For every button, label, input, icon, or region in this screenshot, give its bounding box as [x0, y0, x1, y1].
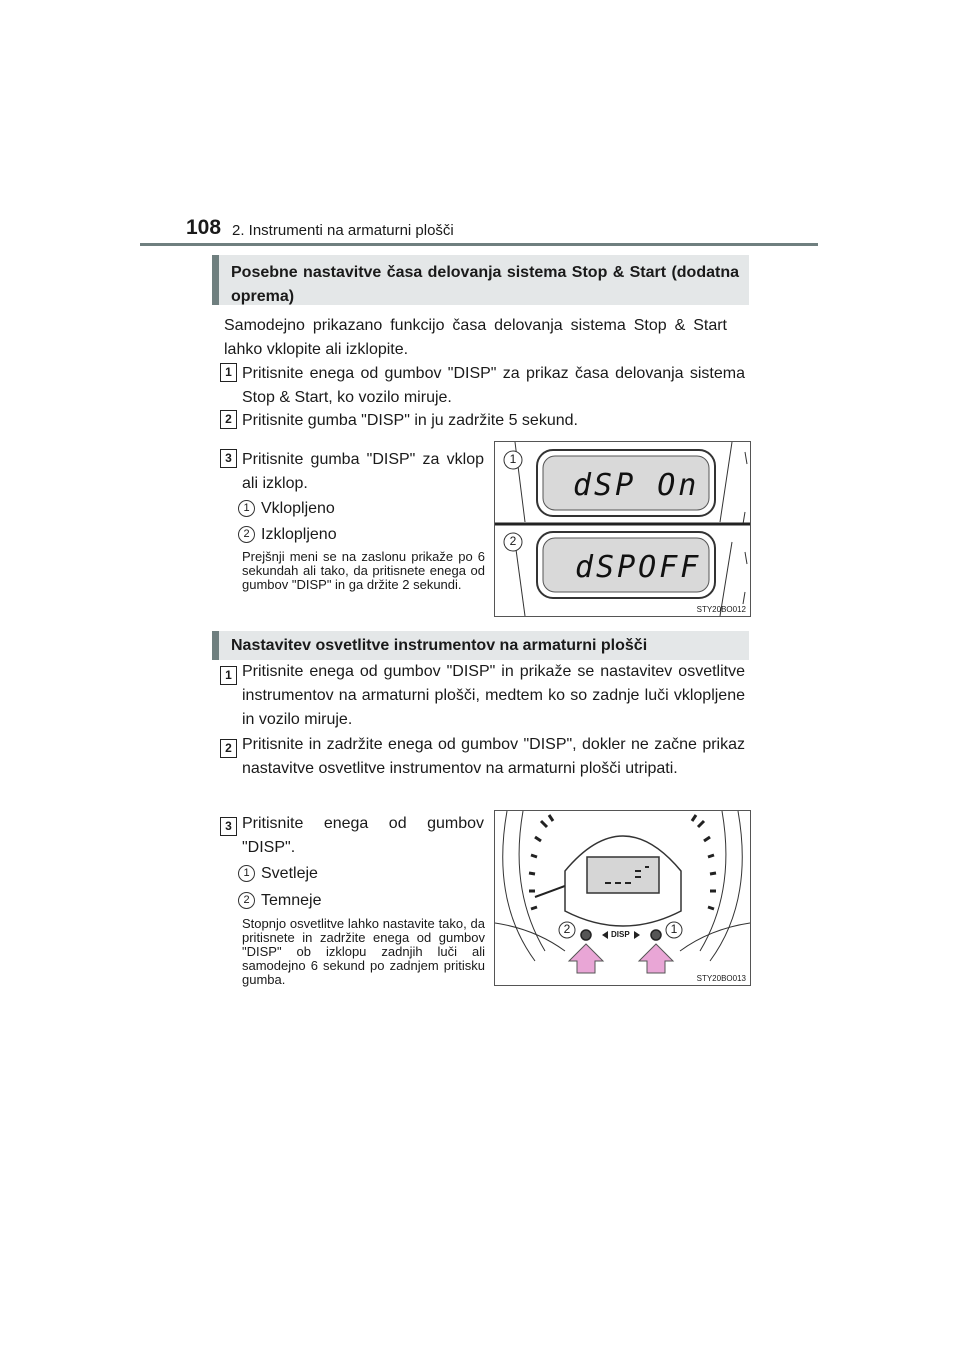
option-label: Vklopljeno [261, 500, 335, 517]
option-label: Svetleje [261, 865, 318, 882]
callout-1: 1 [670, 922, 678, 936]
section2-note: Stopnjo osvetlitve lahko nastavite tako, da pritisnete in zadržite enega od gumbov "DISP" ob izklopu zadnjih luči ali samodejno 6 sekund po zadnjem pritisku gumba. [242, 916, 485, 987]
step-text: Pritisnite enega od gumbov "DISP" in prikaže se nastavitev osvetlitve instrumentov na armaturni plošči, medtem ko so zadnje luči vklopljene in vozilo miruje. [242, 663, 745, 728]
dashboard-figure-disp-buttons [494, 810, 751, 986]
header-rule [140, 243, 818, 246]
disp-button-label: DISP [611, 930, 630, 939]
step-badge: 1 [220, 666, 237, 685]
lcd-text-off: dSPOFF [575, 550, 702, 585]
step-badge: 3 [220, 449, 237, 468]
step-badge: 3 [220, 817, 237, 836]
option-number: 1 [238, 865, 255, 882]
option-label: Izklopljeno [261, 526, 337, 543]
step-text: Pritisnite gumba "DISP" in ju zadržite 5 sekund. [242, 412, 578, 429]
option-item [238, 523, 337, 547]
option-label: Temneje [261, 892, 322, 909]
callout-1: 1 [509, 452, 517, 466]
option-item [238, 497, 335, 521]
chapter-title: 2. Instrumenti na armaturni plošči [232, 222, 454, 239]
step-badge: 2 [220, 739, 237, 758]
figure-code: STY20BO013 [696, 974, 746, 983]
step-badge: 1 [220, 363, 237, 382]
section1-intro: Samodejno prikazano funkcijo časa delovanja sistema Stop & Start lahko vklopite ali izklopite. [224, 317, 727, 358]
option-item [238, 889, 321, 913]
step-text: Pritisnite enega od gumbov "DISP". [242, 815, 484, 856]
option-item [238, 862, 318, 886]
section1-note: Prejšnji meni se na zaslonu prikaže po 6 sekundah ali tako, da pritisnete enega od gumbov "DISP" in ga držite 2 sekundi. [242, 549, 485, 592]
step-text: Pritisnite enega od gumbov "DISP" za prikaz časa delovanja sistema Stop & Start, ko vozilo miruje. [242, 365, 745, 406]
step-text: Pritisnite gumba "DISP" za vklop ali izklop. [242, 451, 484, 492]
lcd-text-on: dSP On [573, 468, 700, 503]
callout-2: 2 [509, 534, 517, 548]
option-number: 2 [238, 526, 255, 543]
step-badge: 2 [220, 410, 237, 429]
step-text: Pritisnite in zadržite enega od gumbov "DISP", dokler ne začne prikaz nastavitve osvetlitve instrumentov na armaturni plošči utripati. [242, 736, 745, 777]
dashboard-illustration [495, 811, 750, 985]
section-heading-stop-start: Posebne nastavitve časa delovanja sistema Stop & Start (dodatna oprema) [212, 255, 749, 305]
section-heading-illumination: Nastavitev osvetlitve instrumentov na armaturni plošči [212, 631, 749, 660]
page-number: 108 [186, 216, 222, 239]
display-figure-on-off [494, 441, 751, 617]
option-number: 2 [238, 892, 255, 909]
figure-code: STY20BO012 [696, 605, 746, 614]
callout-2: 2 [563, 922, 571, 936]
option-number: 1 [238, 500, 255, 517]
